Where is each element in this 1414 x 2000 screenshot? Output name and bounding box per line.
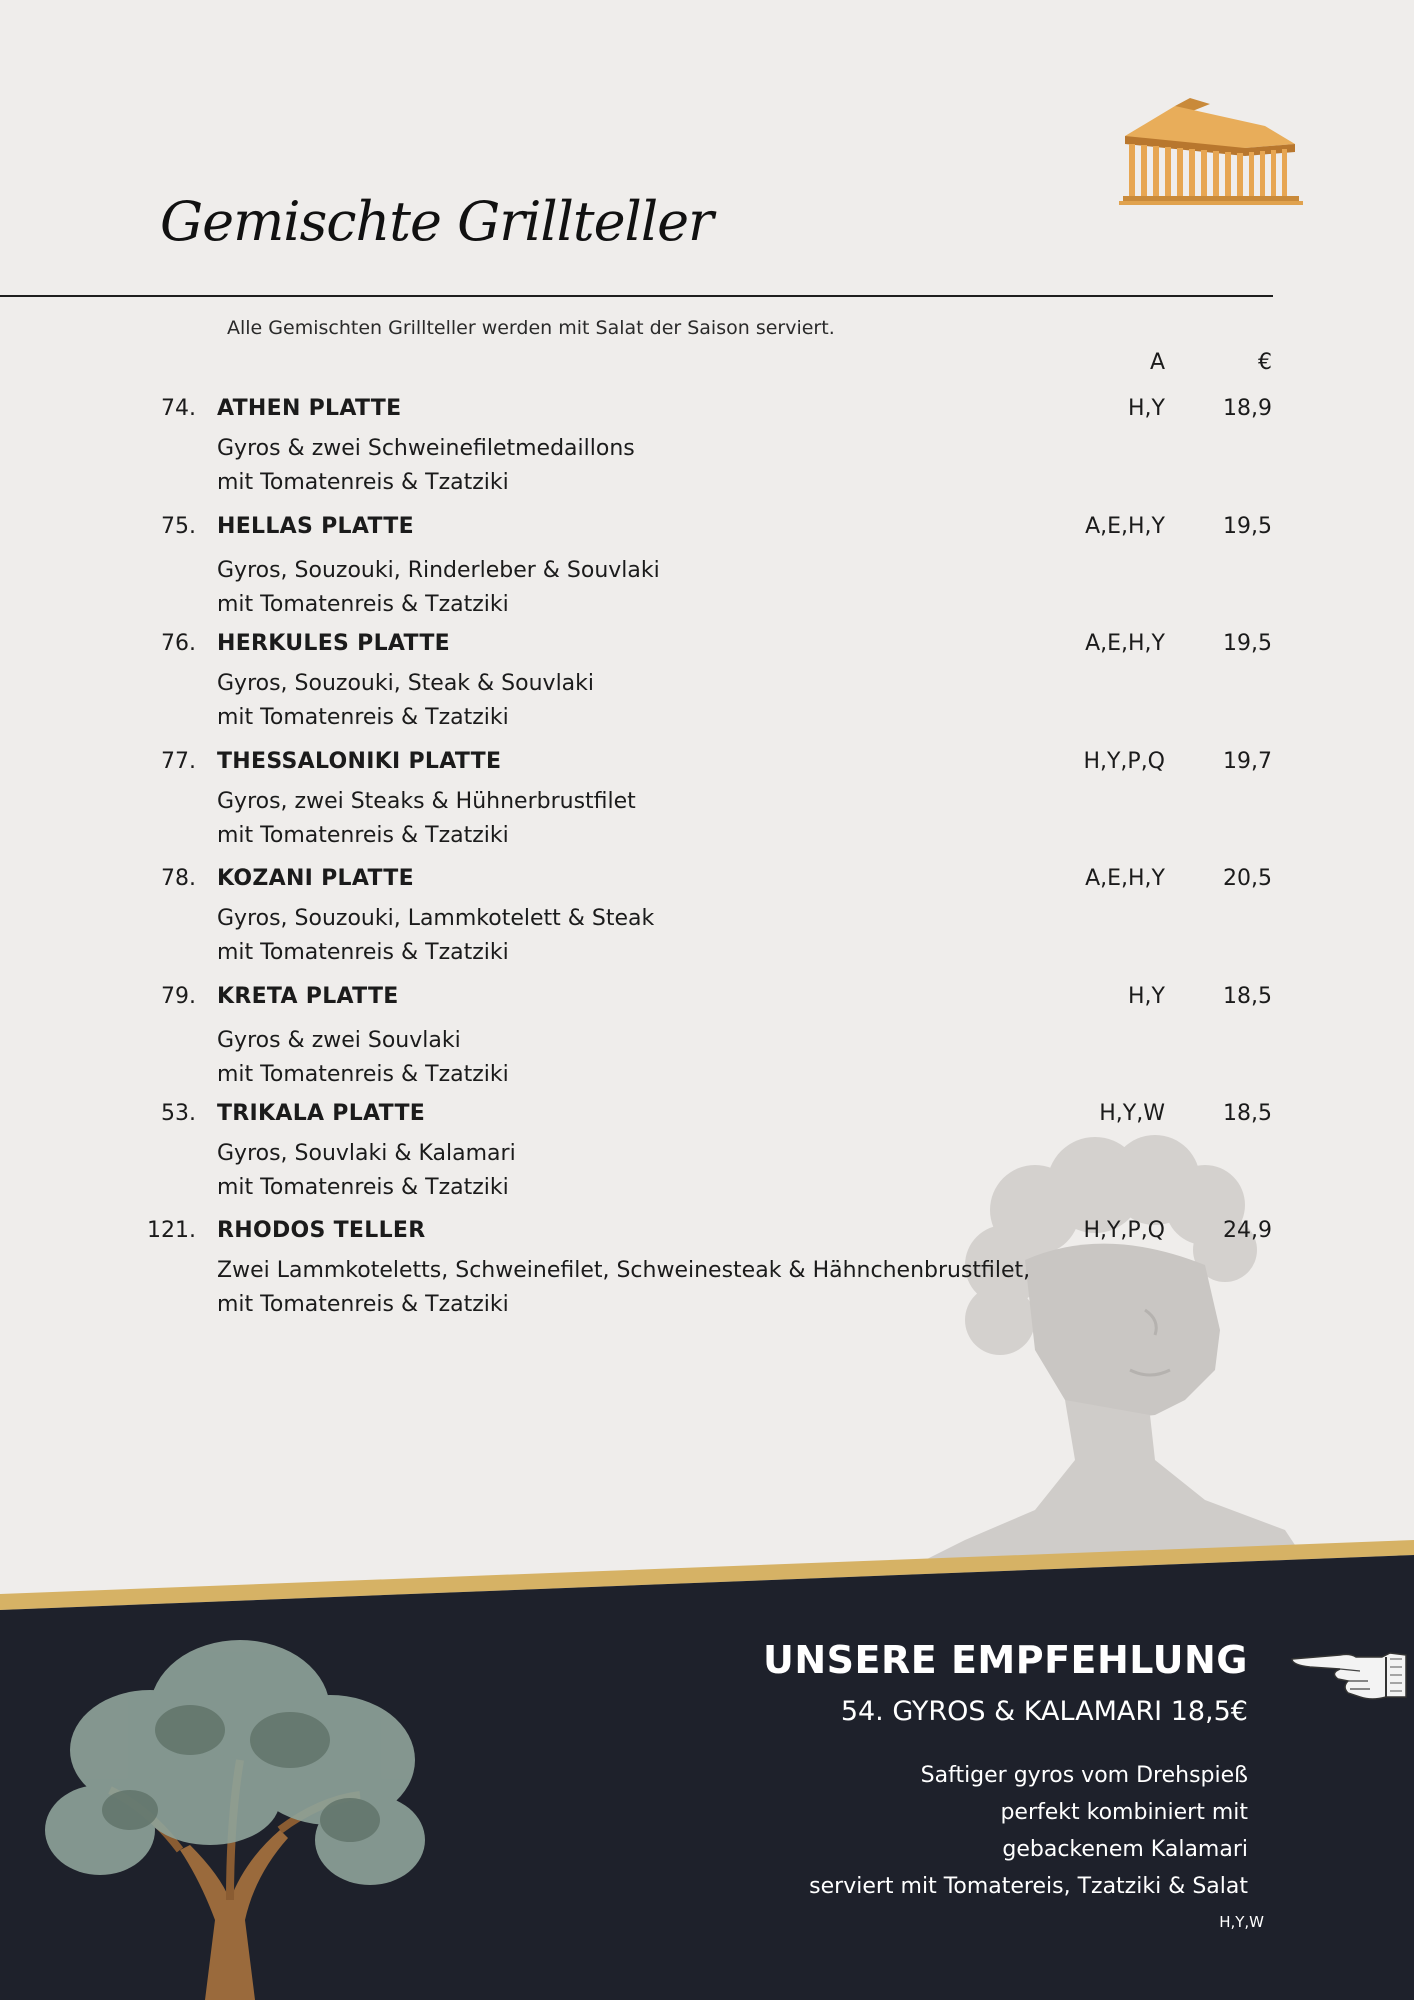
recommendation-description-line: Saftiger gyros vom Drehspieß	[920, 1763, 1248, 1788]
item-number: 77.	[161, 749, 196, 774]
item-description	[217, 1137, 516, 1205]
menu-item	[0, 866, 1414, 966]
item-price: 19,5	[1223, 631, 1272, 656]
recommendation-dish: 54. GYROS & KALAMARI 18,5€	[840, 1696, 1248, 1727]
menu-item	[0, 1101, 1414, 1201]
item-number: 75.	[161, 514, 196, 539]
pointing-hand-icon	[1290, 1645, 1408, 1705]
item-allergens: H,Y,P,Q	[1083, 749, 1165, 774]
item-name: THESSALONIKI PLATTE	[217, 749, 502, 774]
menu-item	[0, 984, 1414, 1087]
price-column-header: €	[1258, 350, 1272, 375]
header-divider	[0, 295, 1273, 297]
menu-item	[0, 749, 1414, 849]
item-allergens: A,E,H,Y	[1085, 631, 1165, 656]
item-description	[217, 432, 635, 500]
item-number: 53.	[161, 1101, 196, 1126]
menu-item	[0, 514, 1414, 617]
item-number: 79.	[161, 984, 196, 1009]
item-allergens: H,Y,W	[1099, 1101, 1165, 1126]
item-number: 76.	[161, 631, 196, 656]
temple-icon	[1115, 96, 1305, 206]
recommendation-description-line: gebackenem Kalamari	[1002, 1837, 1248, 1862]
item-allergens: H,Y,P,Q	[1083, 1218, 1165, 1243]
menu-item	[0, 1218, 1414, 1318]
item-description-line: mit Tomatenreis & Tzatziki	[217, 1292, 509, 1317]
item-price: 18,9	[1223, 396, 1272, 421]
item-description	[217, 554, 660, 622]
menu-item	[0, 631, 1414, 731]
menu-item	[0, 396, 1414, 496]
item-description	[217, 1024, 509, 1092]
item-description-line: Gyros, Souvlaki & Kalamari	[217, 1141, 516, 1166]
item-description-line: mit Tomatenreis & Tzatziki	[217, 823, 509, 848]
item-description-line: Gyros, Souzouki, Rinderleber & Souvlaki	[217, 558, 660, 583]
item-number: 74.	[161, 396, 196, 421]
item-description-line: mit Tomatenreis & Tzatziki	[217, 705, 509, 730]
item-description	[217, 667, 594, 735]
item-number: 78.	[161, 866, 196, 891]
intro-text: Alle Gemischten Grillteller werden mit Salat der Saison serviert.	[227, 317, 835, 339]
item-description	[217, 902, 654, 970]
item-name: ATHEN PLATTE	[217, 396, 402, 421]
item-description-line: mit Tomatenreis & Tzatziki	[217, 940, 509, 965]
item-description-line: Gyros, Souzouki, Steak & Souvlaki	[217, 671, 595, 696]
item-name: TRIKALA PLATTE	[217, 1101, 426, 1126]
item-description-line: mit Tomatenreis & Tzatziki	[217, 470, 509, 495]
allergens-column-header: A	[1149, 350, 1165, 375]
recommendation-title: UNSERE EMPFEHLUNG	[763, 1638, 1248, 1682]
item-name: KRETA PLATTE	[217, 984, 399, 1009]
item-price: 19,5	[1223, 514, 1272, 539]
item-price: 18,5	[1223, 984, 1272, 1009]
recommendation-description-line: serviert mit Tomatereis, Tzatziki & Salat	[809, 1874, 1248, 1899]
item-description-line: Gyros, Souzouki, Lammkotelett & Steak	[217, 906, 655, 931]
item-description-line: Gyros, zwei Steaks & Hühnerbrustfilet	[217, 789, 636, 814]
page-title: Gemischte Grillteller	[160, 190, 713, 253]
item-allergens: H,Y	[1128, 396, 1165, 421]
item-allergens: A,E,H,Y	[1085, 866, 1165, 891]
item-description-line: Gyros & zwei Schweinefiletmedaillons	[217, 436, 635, 461]
item-description-line: mit Tomatenreis & Tzatziki	[217, 1175, 509, 1200]
item-description-line: mit Tomatenreis & Tzatziki	[217, 1062, 509, 1087]
item-description	[217, 1254, 1030, 1322]
recommendation-description-line: perfekt kombiniert mit	[1000, 1800, 1248, 1825]
item-number: 121.	[147, 1218, 196, 1243]
item-name: HELLAS PLATTE	[217, 514, 414, 539]
item-description-line: Gyros & zwei Souvlaki	[217, 1028, 461, 1053]
recommendation-allergens: H,Y,W	[1219, 1913, 1264, 1931]
item-price: 20,5	[1223, 866, 1272, 891]
item-description	[217, 785, 636, 853]
recommendation-description	[763, 1757, 1248, 1905]
item-name: RHODOS TELLER	[217, 1218, 426, 1243]
item-name: HERKULES PLATTE	[217, 631, 450, 656]
item-name: KOZANI PLATTE	[217, 866, 414, 891]
item-price: 24,9	[1223, 1218, 1272, 1243]
item-allergens: H,Y	[1128, 984, 1165, 1009]
item-price: 19,7	[1223, 749, 1272, 774]
item-description-line: Zwei Lammkoteletts, Schweinefilet, Schweinesteak & Hähnchenbrustfilet,	[217, 1258, 1031, 1283]
item-price: 18,5	[1223, 1101, 1272, 1126]
item-allergens: A,E,H,Y	[1085, 514, 1165, 539]
olive-tree-icon	[30, 1620, 440, 2000]
item-description-line: mit Tomatenreis & Tzatziki	[217, 592, 509, 617]
recommendation-box	[763, 1638, 1264, 1931]
